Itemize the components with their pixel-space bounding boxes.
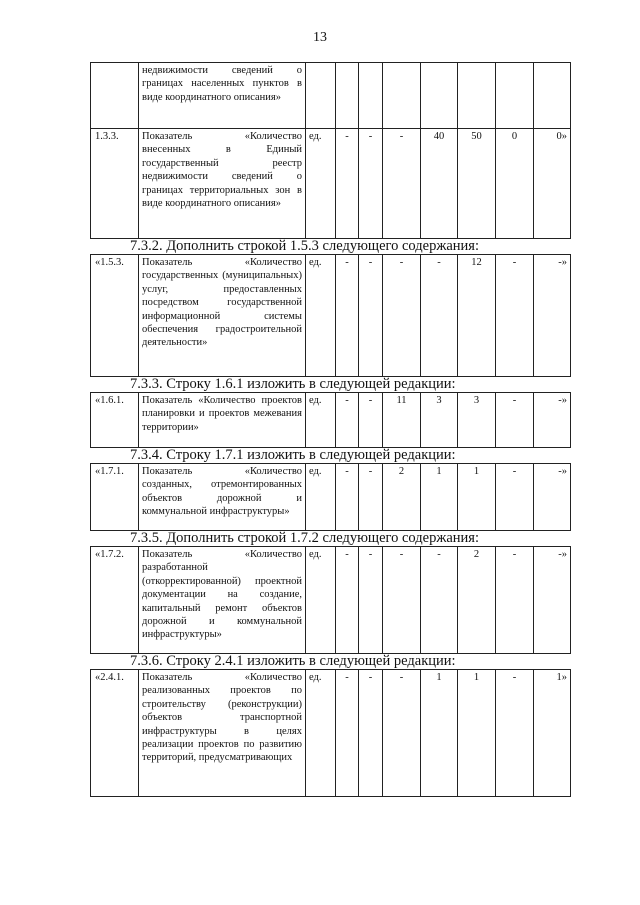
row-number: «1.5.3. <box>91 255 139 377</box>
value-cell: 50 <box>458 129 496 239</box>
value-cell <box>534 63 571 129</box>
value-cell <box>359 63 383 129</box>
unit-cell: ед. <box>306 393 336 448</box>
indicator-table <box>90 392 571 448</box>
value-cell: 0» <box>534 129 571 239</box>
row-number: 1.3.3. <box>91 129 139 239</box>
row-number: «1.7.1. <box>91 464 139 531</box>
value-cell: - <box>359 255 383 377</box>
value-cell: - <box>383 129 421 239</box>
value-cell: 1 <box>421 670 458 797</box>
value-cell: - <box>359 464 383 531</box>
indicator-description: Показатель «Количество государственных (муниципальных) услуг, предоставленных посредством государственной информационной системы обеспечения градостроительной деятельности» <box>139 255 306 377</box>
table-row <box>91 63 571 129</box>
section-heading: 7.3.6. Строку 2.4.1 изложить в следующей редакции: <box>130 653 456 669</box>
value-cell <box>421 63 458 129</box>
value-cell <box>458 63 496 129</box>
value-cell: - <box>496 255 534 377</box>
value-cell: 1 <box>458 464 496 531</box>
indicator-table <box>90 546 571 654</box>
document-body <box>90 62 570 797</box>
value-cell: - <box>383 255 421 377</box>
indicator-description: Показатель «Количество созданных, отремонтированных объектов дорожной и коммунальной инфраструктуры» <box>139 464 306 531</box>
section-heading: 7.3.5. Дополнить строкой 1.7.2 следующего содержания: <box>130 530 479 546</box>
unit-cell: ед. <box>306 464 336 531</box>
value-cell: 0 <box>496 129 534 239</box>
value-cell: -» <box>534 255 571 377</box>
value-cell: -» <box>534 547 571 654</box>
value-cell: - <box>336 393 359 448</box>
value-cell: - <box>336 255 359 377</box>
value-cell <box>496 63 534 129</box>
unit-cell: ед. <box>306 670 336 797</box>
value-cell: 2 <box>458 547 496 654</box>
value-cell: - <box>496 670 534 797</box>
value-cell: - <box>496 464 534 531</box>
value-cell: 3 <box>421 393 458 448</box>
value-cell <box>336 63 359 129</box>
value-cell: 12 <box>458 255 496 377</box>
value-cell: - <box>359 547 383 654</box>
indicator-table <box>90 463 571 531</box>
indicator-description: недвижимости сведений о границах населенных пунктов в виде координатного описания» <box>139 63 306 129</box>
value-cell: - <box>336 129 359 239</box>
table-row <box>91 547 571 654</box>
unit-cell: ед. <box>306 255 336 377</box>
value-cell: 11 <box>383 393 421 448</box>
value-cell: 1 <box>421 464 458 531</box>
value-cell <box>383 63 421 129</box>
table-row <box>91 670 571 797</box>
value-cell: -» <box>534 464 571 531</box>
table-row <box>91 129 571 239</box>
value-cell: - <box>383 670 421 797</box>
unit-cell <box>306 63 336 129</box>
page-number: 13 <box>313 30 327 45</box>
table-row <box>91 255 571 377</box>
section-heading: 7.3.3. Строку 1.6.1 изложить в следующей редакции: <box>130 376 456 392</box>
value-cell: 1» <box>534 670 571 797</box>
value-cell: - <box>336 670 359 797</box>
value-cell: - <box>496 393 534 448</box>
unit-cell: ед. <box>306 547 336 654</box>
value-cell: - <box>421 547 458 654</box>
indicator-description: Показатель «Количество проектов планировки и проектов межевания территории» <box>139 393 306 448</box>
row-number: «2.4.1. <box>91 670 139 797</box>
indicator-table <box>90 62 571 239</box>
row-number: «1.7.2. <box>91 547 139 654</box>
row-number <box>91 63 139 129</box>
unit-cell: ед. <box>306 129 336 239</box>
value-cell: - <box>496 547 534 654</box>
value-cell: 3 <box>458 393 496 448</box>
value-cell: 2 <box>383 464 421 531</box>
value-cell: - <box>336 547 359 654</box>
value-cell: - <box>359 393 383 448</box>
value-cell: - <box>383 547 421 654</box>
section-heading: 7.3.4. Строку 1.7.1 изложить в следующей редакции: <box>130 447 456 463</box>
value-cell: - <box>336 464 359 531</box>
table-row <box>91 393 571 448</box>
section-heading: 7.3.2. Дополнить строкой 1.5.3 следующего содержания: <box>130 238 479 254</box>
value-cell: - <box>359 129 383 239</box>
row-number: «1.6.1. <box>91 393 139 448</box>
value-cell: - <box>359 670 383 797</box>
table-row <box>91 464 571 531</box>
value-cell: - <box>421 255 458 377</box>
indicator-description: Показатель «Количество разработанной (откорректированной) проектной документации на создание, капитальный ремонт объектов дорожной и коммунальной инфраструктуры» <box>139 547 306 654</box>
value-cell: 1 <box>458 670 496 797</box>
indicator-description: Показатель «Количество реализованных проектов по строительству (реконструкции) объектов транспортной инфраструктуры в целях реализации проектов по развитию территорий, предусматривающих <box>139 670 306 797</box>
indicator-table <box>90 669 571 797</box>
value-cell: 40 <box>421 129 458 239</box>
indicator-table <box>90 254 571 377</box>
value-cell: -» <box>534 393 571 448</box>
indicator-description: Показатель «Количество внесенных в Единый государственный реестр недвижимости сведений о границах территориальных зон в виде координатного описания» <box>139 129 306 239</box>
